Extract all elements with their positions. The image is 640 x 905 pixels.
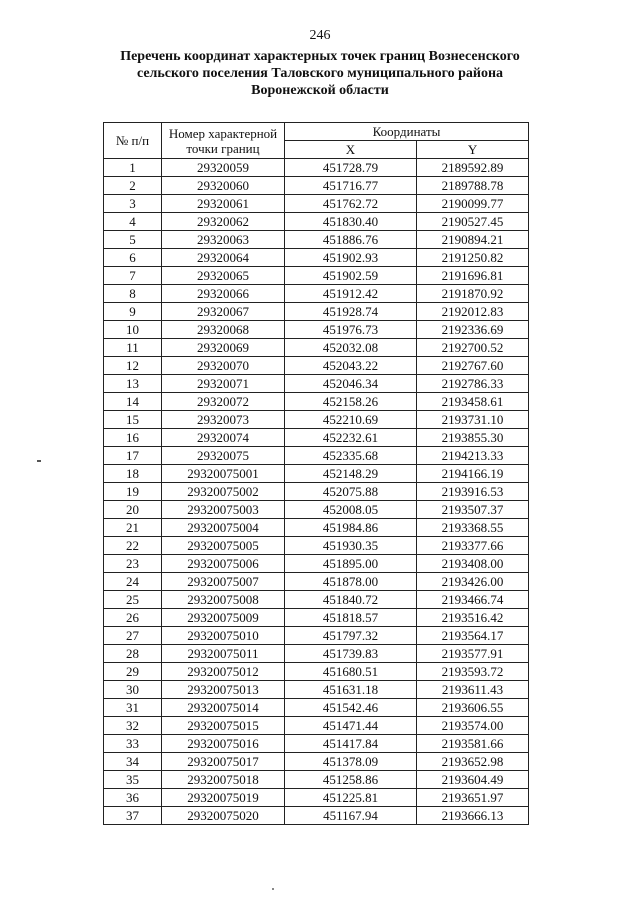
table-row: [104, 735, 529, 753]
cell-x: 451878.00: [285, 573, 417, 591]
cell-y: 2191696.81: [417, 267, 529, 285]
cell-y: 2190894.21: [417, 231, 529, 249]
cell-x: 451976.73: [285, 321, 417, 339]
cell-num: 32: [104, 717, 162, 735]
header-point-line2: точки границ: [186, 140, 260, 156]
cell-x: 451840.72: [285, 591, 417, 609]
cell-y: 2191870.92: [417, 285, 529, 303]
cell-x: 451680.51: [285, 663, 417, 681]
coordinates-table: [103, 122, 529, 825]
table-row: [104, 483, 529, 501]
cell-num: 21: [104, 519, 162, 537]
cell-num: 25: [104, 591, 162, 609]
cell-num: 26: [104, 609, 162, 627]
cell-x: 451902.59: [285, 267, 417, 285]
table-row: [104, 501, 529, 519]
cell-num: 37: [104, 807, 162, 825]
header-point: [162, 123, 285, 159]
cell-num: 19: [104, 483, 162, 501]
cell-num: 5: [104, 231, 162, 249]
table-row: [104, 555, 529, 573]
cell-point: 29320075001: [162, 465, 285, 483]
cell-point: 29320075006: [162, 555, 285, 573]
cell-x: 451417.84: [285, 735, 417, 753]
cell-x: 451378.09: [285, 753, 417, 771]
cell-y: 2193577.91: [417, 645, 529, 663]
cell-y: 2189592.89: [417, 159, 529, 177]
cell-y: 2192786.33: [417, 375, 529, 393]
cell-y: 2193611.43: [417, 681, 529, 699]
cell-num: 18: [104, 465, 162, 483]
table-row: [104, 357, 529, 375]
table-row: [104, 753, 529, 771]
cell-point: 29320075003: [162, 501, 285, 519]
cell-point: 29320075018: [162, 771, 285, 789]
table-body: [104, 159, 529, 825]
table-row: [104, 537, 529, 555]
cell-y: 2190527.45: [417, 213, 529, 231]
cell-x: 452148.29: [285, 465, 417, 483]
cell-y: 2190099.77: [417, 195, 529, 213]
cell-y: 2193855.30: [417, 429, 529, 447]
cell-point: 29320065: [162, 267, 285, 285]
cell-x: 451471.44: [285, 717, 417, 735]
cell-y: 2193516.42: [417, 609, 529, 627]
table-row: [104, 591, 529, 609]
cell-y: 2193604.49: [417, 771, 529, 789]
cell-num: 3: [104, 195, 162, 213]
table-row: [104, 681, 529, 699]
cell-point: 29320075011: [162, 645, 285, 663]
cell-y: 2193368.55: [417, 519, 529, 537]
cell-y: 2192012.83: [417, 303, 529, 321]
cell-num: 22: [104, 537, 162, 555]
cell-y: 2193581.66: [417, 735, 529, 753]
cell-x: 452032.08: [285, 339, 417, 357]
cell-num: 30: [104, 681, 162, 699]
table-row: [104, 663, 529, 681]
cell-num: 7: [104, 267, 162, 285]
cell-y: 2191250.82: [417, 249, 529, 267]
cell-num: 8: [104, 285, 162, 303]
cell-point: 29320075002: [162, 483, 285, 501]
cell-num: 34: [104, 753, 162, 771]
cell-num: 31: [104, 699, 162, 717]
cell-num: 15: [104, 411, 162, 429]
cell-point: 29320060: [162, 177, 285, 195]
cell-point: 29320061: [162, 195, 285, 213]
header-y: Y: [417, 141, 529, 159]
cell-point: 29320059: [162, 159, 285, 177]
header-coords: Координаты: [285, 123, 529, 141]
table-row: [104, 267, 529, 285]
table-row: [104, 303, 529, 321]
cell-point: 29320075005: [162, 537, 285, 555]
cell-point: 29320075004: [162, 519, 285, 537]
cell-y: 2192700.52: [417, 339, 529, 357]
table-row: [104, 645, 529, 663]
table-row: [104, 249, 529, 267]
cell-num: 17: [104, 447, 162, 465]
title-line-3: Воронежской области: [251, 83, 389, 98]
cell-num: 4: [104, 213, 162, 231]
table-row: [104, 573, 529, 591]
cell-x: 451258.86: [285, 771, 417, 789]
cell-point: 29320075013: [162, 681, 285, 699]
cell-num: 27: [104, 627, 162, 645]
table-row: [104, 159, 529, 177]
cell-num: 33: [104, 735, 162, 753]
cell-x: 451930.35: [285, 537, 417, 555]
cell-x: 452046.34: [285, 375, 417, 393]
cell-num: 20: [104, 501, 162, 519]
table-row: [104, 285, 529, 303]
cell-y: 2193606.55: [417, 699, 529, 717]
cell-num: 28: [104, 645, 162, 663]
table-row: [104, 789, 529, 807]
cell-num: 13: [104, 375, 162, 393]
cell-y: 2193507.37: [417, 501, 529, 519]
table-row: [104, 411, 529, 429]
cell-point: 29320068: [162, 321, 285, 339]
table-row: [104, 375, 529, 393]
cell-point: 29320066: [162, 285, 285, 303]
table-row: [104, 627, 529, 645]
table-header: [104, 123, 529, 159]
cell-x: 451912.42: [285, 285, 417, 303]
cell-x: 451728.79: [285, 159, 417, 177]
title-line-1: Перечень координат характерных точек границ Вознесенского: [120, 49, 520, 64]
cell-num: 12: [104, 357, 162, 375]
table-row: [104, 321, 529, 339]
header-point-line1: Номер характерной: [168, 125, 278, 141]
table-row: [104, 429, 529, 447]
cell-x: 451167.94: [285, 807, 417, 825]
cell-x: 451984.86: [285, 519, 417, 537]
cell-point: 29320075014: [162, 699, 285, 717]
cell-point: 29320075010: [162, 627, 285, 645]
cell-x: 451886.76: [285, 231, 417, 249]
header-num: № п/п: [104, 123, 162, 159]
cell-x: 452008.05: [285, 501, 417, 519]
cell-num: 14: [104, 393, 162, 411]
cell-x: 452158.26: [285, 393, 417, 411]
cell-y: 2193426.00: [417, 573, 529, 591]
cell-x: 451631.18: [285, 681, 417, 699]
cell-point: 29320070: [162, 357, 285, 375]
cell-y: 2194213.33: [417, 447, 529, 465]
cell-x: 451716.77: [285, 177, 417, 195]
cell-x: 451739.83: [285, 645, 417, 663]
table-row: [104, 195, 529, 213]
cell-y: 2193408.00: [417, 555, 529, 573]
cell-x: 451762.72: [285, 195, 417, 213]
cell-y: 2193564.17: [417, 627, 529, 645]
page-number: 246: [309, 28, 331, 43]
cell-num: 23: [104, 555, 162, 573]
cell-point: 29320069: [162, 339, 285, 357]
cell-x: 451928.74: [285, 303, 417, 321]
cell-y: 2193651.97: [417, 789, 529, 807]
cell-x: 451902.93: [285, 249, 417, 267]
stray-dot: [272, 888, 274, 890]
cell-x: 451830.40: [285, 213, 417, 231]
table-row: [104, 231, 529, 249]
cell-y: 2193458.61: [417, 393, 529, 411]
cell-y: 2192767.60: [417, 357, 529, 375]
cell-x: 452232.61: [285, 429, 417, 447]
table-row: [104, 807, 529, 825]
table-row: [104, 519, 529, 537]
cell-num: 24: [104, 573, 162, 591]
cell-num: 36: [104, 789, 162, 807]
cell-x: 451542.46: [285, 699, 417, 717]
cell-point: 29320067: [162, 303, 285, 321]
cell-point: 29320073: [162, 411, 285, 429]
cell-y: 2194166.19: [417, 465, 529, 483]
cell-x: 451818.57: [285, 609, 417, 627]
cell-x: 452335.68: [285, 447, 417, 465]
table-row: [104, 717, 529, 735]
cell-point: 29320075007: [162, 573, 285, 591]
cell-num: 11: [104, 339, 162, 357]
cell-num: 29: [104, 663, 162, 681]
cell-point: 29320071: [162, 375, 285, 393]
cell-num: 6: [104, 249, 162, 267]
cell-y: 2193377.66: [417, 537, 529, 555]
cell-point: 29320074: [162, 429, 285, 447]
cell-point: 29320075015: [162, 717, 285, 735]
table-row: [104, 177, 529, 195]
table-row: [104, 447, 529, 465]
cell-num: 16: [104, 429, 162, 447]
table-row: [104, 771, 529, 789]
cell-point: 29320075020: [162, 807, 285, 825]
cell-point: 29320064: [162, 249, 285, 267]
title-line-2: сельского поселения Таловского муниципального района: [136, 66, 504, 81]
cell-point: 29320075: [162, 447, 285, 465]
cell-x: 451225.81: [285, 789, 417, 807]
cell-y: 2193574.00: [417, 717, 529, 735]
header-x: X: [285, 141, 417, 159]
cell-y: 2193466.74: [417, 591, 529, 609]
table-row: [104, 699, 529, 717]
cell-num: 35: [104, 771, 162, 789]
cell-x: 452210.69: [285, 411, 417, 429]
table-row: [104, 339, 529, 357]
cell-y: 2192336.69: [417, 321, 529, 339]
cell-num: 9: [104, 303, 162, 321]
cell-x: 452075.88: [285, 483, 417, 501]
cell-y: 2193593.72: [417, 663, 529, 681]
table-row: [104, 465, 529, 483]
cell-point: 29320075012: [162, 663, 285, 681]
document-title: [110, 48, 530, 99]
cell-y: 2193652.98: [417, 753, 529, 771]
cell-point: 29320075019: [162, 789, 285, 807]
table-row: [104, 393, 529, 411]
cell-point: 29320062: [162, 213, 285, 231]
cell-y: 2193731.10: [417, 411, 529, 429]
cell-point: 29320075008: [162, 591, 285, 609]
cell-x: 451797.32: [285, 627, 417, 645]
cell-y: 2189788.78: [417, 177, 529, 195]
cell-point: 29320063: [162, 231, 285, 249]
table-row: [104, 609, 529, 627]
cell-num: 2: [104, 177, 162, 195]
cell-point: 29320075009: [162, 609, 285, 627]
cell-point: 29320075017: [162, 753, 285, 771]
cell-y: 2193916.53: [417, 483, 529, 501]
cell-point: 29320075016: [162, 735, 285, 753]
cell-x: 451895.00: [285, 555, 417, 573]
cell-point: 29320072: [162, 393, 285, 411]
stray-mark: [37, 460, 41, 462]
cell-num: 1: [104, 159, 162, 177]
cell-x: 452043.22: [285, 357, 417, 375]
cell-num: 10: [104, 321, 162, 339]
cell-y: 2193666.13: [417, 807, 529, 825]
table-row: [104, 213, 529, 231]
